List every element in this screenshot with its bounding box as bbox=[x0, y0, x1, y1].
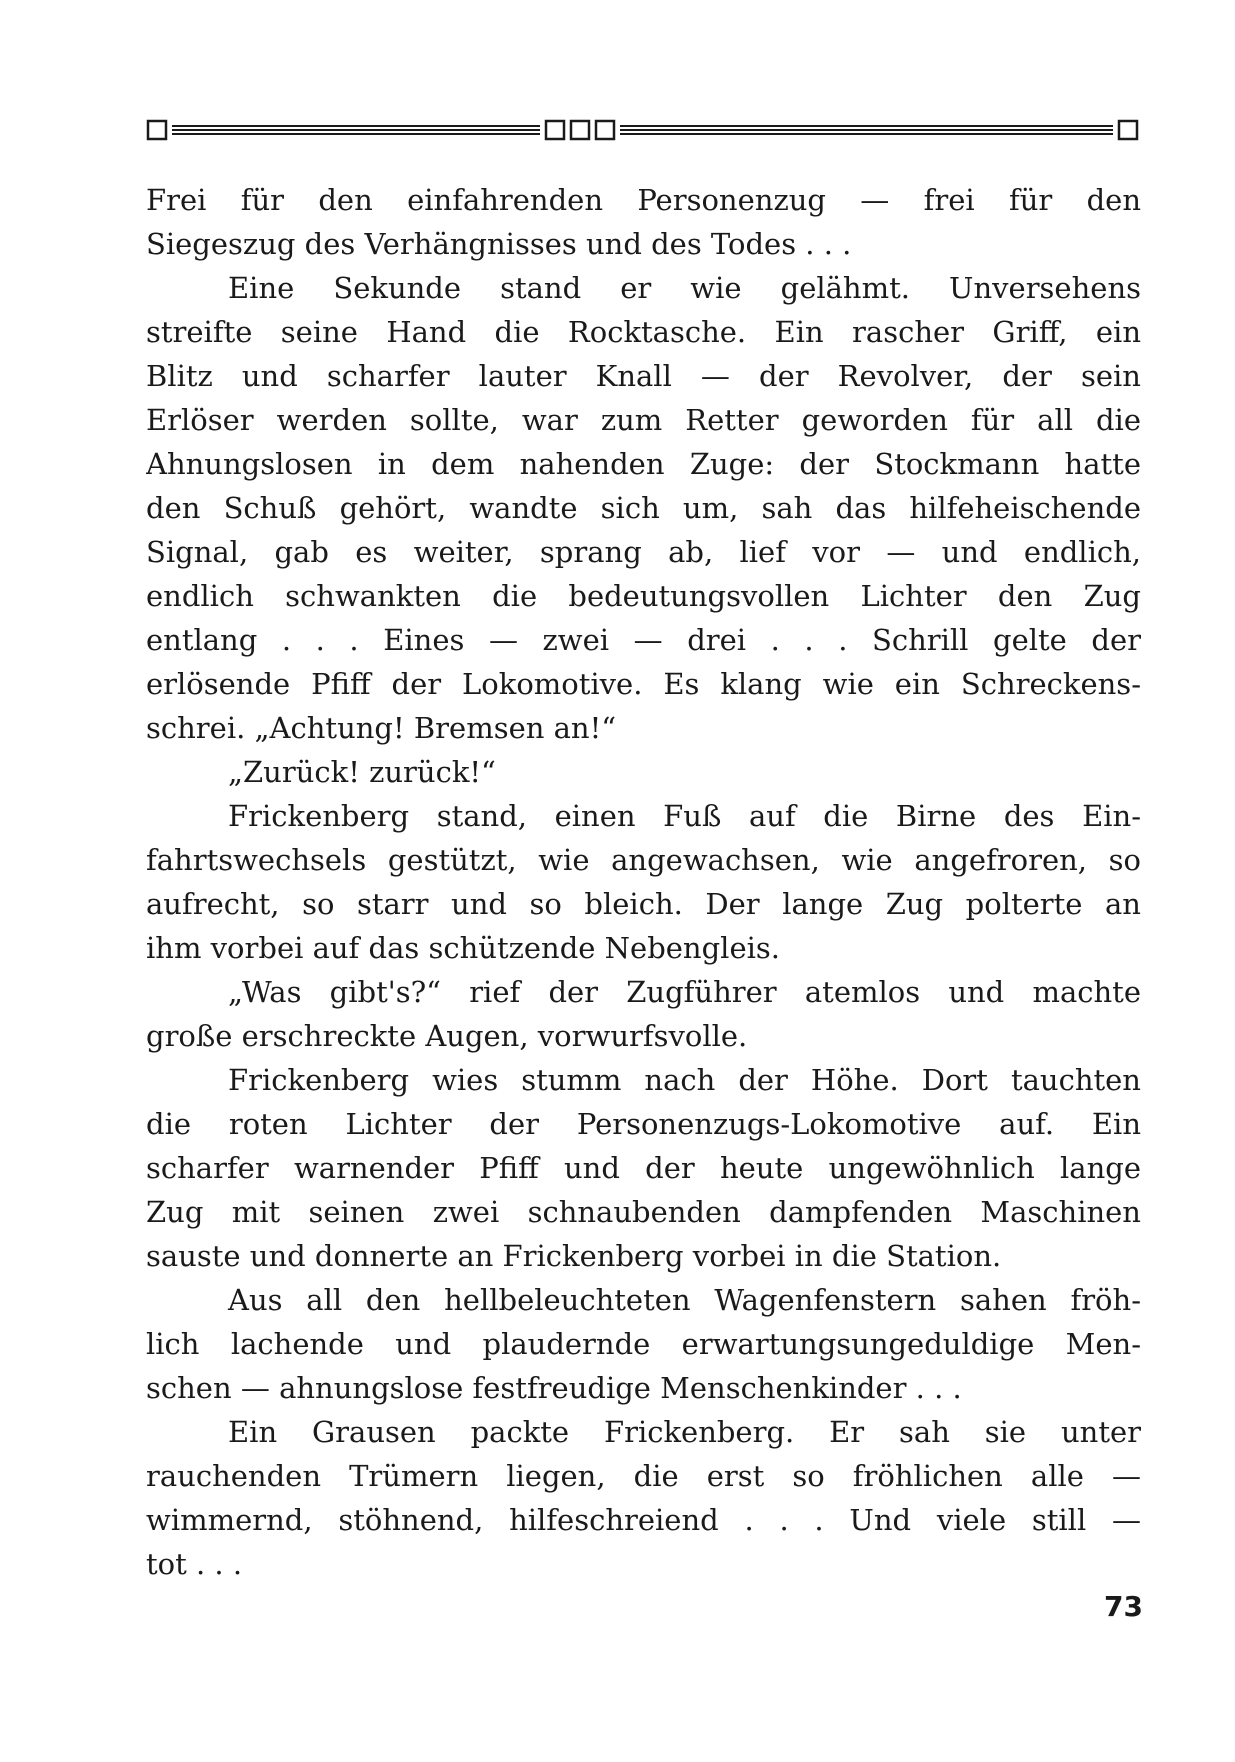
text-line: wimmernd, stöhnend, hilfeschreiend . . . Und viele still — bbox=[146, 1503, 1141, 1537]
text-line: Zug mit seinen zwei schnaubenden dampfenden Maschinen bbox=[146, 1195, 1141, 1229]
text-line: aufrecht, so starr und so bleich. Der lange Zug polterte an bbox=[146, 887, 1141, 921]
text-line: schen — ahnungslose festfreudige Menschenkinder . . . bbox=[146, 1371, 962, 1405]
text-line: große erschreckte Augen, vorwurfsvolle. bbox=[146, 1019, 748, 1053]
text-line: Erlöser werden sollte, war zum Retter geworden für all die bbox=[146, 403, 1141, 437]
text-line: Blitz und scharfer lauter Knall — der Revolver, der sein bbox=[146, 359, 1141, 393]
text-line: erlösende Pfiff der Lokomotive. Es klang wie ein Schreckens- bbox=[146, 667, 1141, 701]
text-line: Frickenberg wies stumm nach der Höhe. Dort tauchten bbox=[228, 1063, 1141, 1097]
text-line: „Was gibt's?“ rief der Zugführer atemlos und machte bbox=[228, 975, 1141, 1009]
text-line: Ein Grausen packte Frickenberg. Er sah sie unter bbox=[228, 1415, 1141, 1449]
header-ornament bbox=[146, 118, 1141, 144]
text-line: lich lachende und plaudernde erwartungsungeduldige Men- bbox=[146, 1327, 1141, 1361]
text-line: tot . . . bbox=[146, 1547, 243, 1581]
text-line: Frickenberg stand, einen Fuß auf die Birne des Ein- bbox=[228, 799, 1141, 833]
text-line: streifte seine Hand die Rocktasche. Ein rascher Griff, ein bbox=[146, 315, 1141, 349]
text-line: den Schuß gehört, wandte sich um, sah das hilfeheischende bbox=[146, 491, 1141, 525]
text-line: scharfer warnender Pfiff und der heute ungewöhnlich lange bbox=[146, 1151, 1141, 1185]
ornament-border-icon bbox=[146, 118, 1141, 144]
text-line: endlich schwankten die bedeutungsvollen Lichter den Zug bbox=[146, 579, 1141, 613]
text-line: Eine Sekunde stand er wie gelähmt. Unversehens bbox=[228, 271, 1141, 305]
text-line: Aus all den hellbeleuchteten Wagenfenstern sahen fröh- bbox=[228, 1283, 1141, 1317]
text-line: Ahnungslosen in dem nahenden Zuge: der Stockmann hatte bbox=[146, 447, 1141, 481]
text-line: Signal, gab es weiter, sprang ab, lief vor — und endlich, bbox=[146, 535, 1141, 569]
text-line: rauchenden Trümern liegen, die erst so fröhlichen alle — bbox=[146, 1459, 1141, 1493]
text-line: „Zurück! zurück!“ bbox=[228, 755, 496, 789]
text-line: sauste und donnerte an Frickenberg vorbei in die Station. bbox=[146, 1239, 1002, 1273]
text-line: entlang . . . Eines — zwei — drei . . . Schrill gelte der bbox=[146, 623, 1141, 657]
text-line: ihm vorbei auf das schützende Nebengleis. bbox=[146, 931, 780, 965]
page-number: 73 bbox=[1104, 1590, 1143, 1623]
text-line: Siegeszug des Verhängnisses und des Todes . . . bbox=[146, 227, 852, 261]
text-line: schrei. „Achtung! Bremsen an!“ bbox=[146, 711, 617, 745]
text-line: die roten Lichter der Personenzugs-Lokomotive auf. Ein bbox=[146, 1107, 1141, 1141]
text-line: fahrtswechsels gestützt, wie angewachsen, wie angefroren, so bbox=[146, 843, 1141, 877]
text-line: Frei für den einfahrenden Personenzug — frei für den bbox=[146, 183, 1141, 217]
body-text bbox=[146, 178, 1141, 1586]
